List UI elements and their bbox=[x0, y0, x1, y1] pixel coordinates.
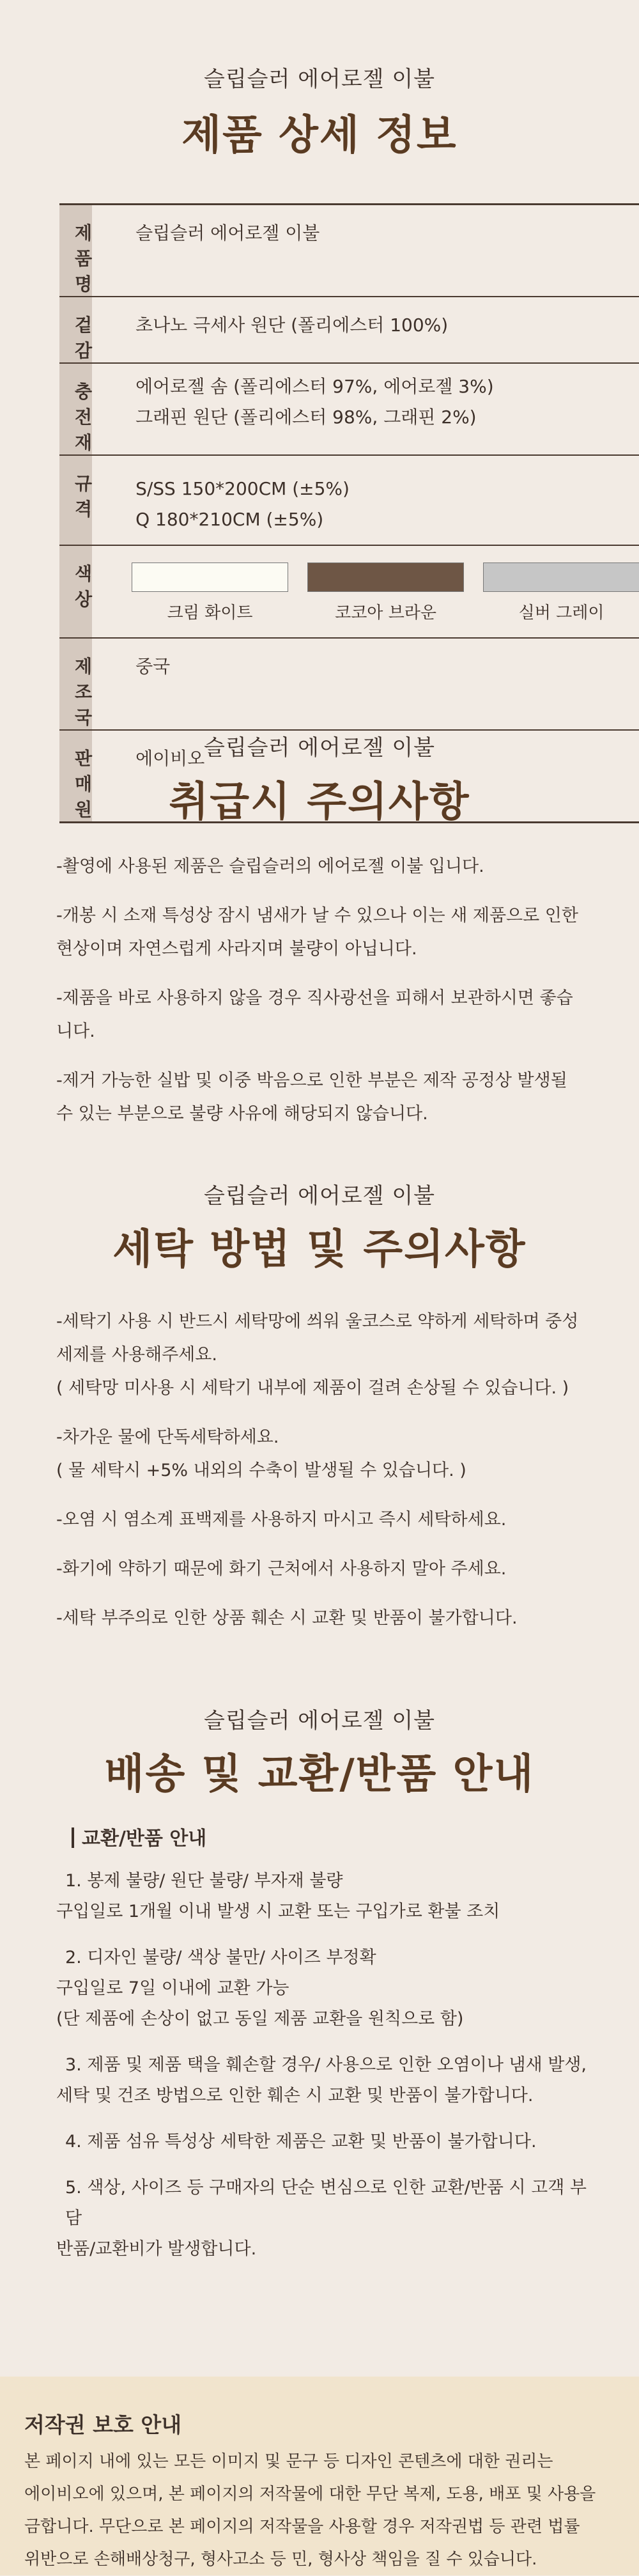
swatch-box bbox=[132, 563, 288, 592]
washing-notice-item: ( 물 세탁시 +5% 내외의 수축이 발생될 수 있습니다. ) bbox=[56, 1461, 466, 1480]
spec-title: 제품 상세 정보 bbox=[181, 112, 458, 159]
swatch-label: 코코아 브라운 bbox=[335, 603, 437, 623]
spec-value bbox=[92, 455, 639, 545]
spec-value-line: Q 180*210CM (±5%) bbox=[135, 509, 324, 530]
exchange-item-detail: 세탁 및 건조 방법으로 인한 훼손 시 교환 및 반품이 불가합니다. bbox=[56, 2086, 534, 2106]
color-swatch-silver-gray bbox=[483, 563, 639, 623]
washing-notice-list bbox=[56, 1305, 587, 1651]
exchange-item-title: 5. 색상, 사이즈 등 구매자의 단순 변심으로 인한 교환/반품 시 고객 부담 bbox=[65, 2178, 587, 2228]
spec-row-color bbox=[59, 545, 639, 638]
spec-row-origin bbox=[59, 638, 639, 730]
exchange-return-heading bbox=[56, 1824, 587, 1854]
spec-value: 중국 bbox=[135, 656, 171, 677]
copyright-title: 저작권 보호 안내 bbox=[24, 2412, 182, 2437]
washing-notice-item: -차가운 물에 단독세탁하세요. bbox=[56, 1427, 279, 1447]
heading-bar-marker bbox=[72, 1827, 74, 1848]
copyright-line: 본 페이지 내에 있는 모든 이미지 및 문구 등 디자인 콘텐츠에 대한 권리는 bbox=[24, 2452, 553, 2471]
copyright-line: 에이비오에 있으며, 본 페이지의 저작물에 대한 무단 복제, 도용, 배포 및 사용을 bbox=[24, 2485, 596, 2504]
copyright-text bbox=[24, 2446, 612, 2576]
washing-notice-item: -세탁 부주의로 인한 상품 훼손 시 교환 및 반품이 불가합니다. bbox=[56, 1608, 518, 1628]
spec-value bbox=[92, 363, 639, 455]
handling-notice-list bbox=[56, 850, 587, 1147]
exchange-item-title: 1. 봉제 불량/ 원단 불량/ 부자재 불량 bbox=[65, 1871, 343, 1891]
color-swatch-list bbox=[92, 545, 639, 638]
washing-notice-item: -화기에 약하기 때문에 화기 근처에서 사용하지 말아 주세요. bbox=[56, 1559, 507, 1579]
exchange-return-info bbox=[56, 1824, 587, 2265]
handling-subtitle: 슬립슬러 에어로젤 이불 bbox=[203, 735, 436, 761]
spec-row-name bbox=[59, 205, 639, 297]
swatch-box bbox=[307, 563, 464, 592]
spec-label: 규격 bbox=[59, 455, 92, 545]
handling-notice-item: -제품을 바로 사용하지 않을 경우 직사광선을 피해서 보관하시면 좋습니다. bbox=[56, 988, 573, 1041]
color-swatch-cocoa-brown bbox=[307, 563, 464, 623]
spec-label: 겉감 bbox=[59, 297, 92, 363]
exchange-item-detail: 반품/교환비가 발생합니다. bbox=[56, 2239, 257, 2259]
swatch-label: 크림 화이트 bbox=[167, 603, 253, 623]
spec-value-line: 에어로젤 솜 (폴리에스터 97%, 에어로젤 3%) bbox=[135, 376, 494, 397]
handling-notice-item: -개봉 시 소재 특성상 잠시 냄새가 날 수 있으나 이는 새 제품으로 인한 현상이며 자연스럽게 사라지며 불량이 아닙니다. bbox=[56, 906, 578, 959]
washing-notice-item: -오염 시 염소계 표백제를 사용하지 마시고 즉시 세탁하세요. bbox=[56, 1510, 507, 1530]
exchange-item-detail: 구입일로 1개월 이내 발생 시 교환 또는 구입가로 환불 조치 bbox=[56, 1902, 500, 1921]
exchange-item bbox=[56, 1943, 587, 2035]
copyright-line: 위반으로 손해배상청구, 형사고소 등 민, 형사상 책임을 질 수 있습니다. bbox=[24, 2550, 537, 2569]
swatch-label: 실버 그레이 bbox=[518, 603, 604, 623]
spec-value-line: 그래핀 원단 (폴리에스터 98%, 그래핀 2%) bbox=[135, 407, 477, 428]
handling-title: 취급시 주의사항 bbox=[169, 779, 470, 826]
copyright-line: 금합니다. 무단으로 본 페이지의 저작물을 사용할 경우 저작권법 등 관련 법률 bbox=[24, 2517, 580, 2536]
spec-row-size bbox=[59, 455, 639, 545]
exchange-item-detail: 구입일로 7일 이내에 교환 가능 bbox=[56, 1978, 289, 1998]
exchange-item bbox=[56, 2050, 587, 2111]
exchange-item bbox=[56, 1866, 587, 1927]
handling-notice-item: -제거 가능한 실밥 및 이중 박음으로 인한 부분은 제작 공정상 발생될 수 있는 부분으로 불량 사유에 해당되지 않습니다. bbox=[56, 1071, 567, 1124]
shipping-subtitle: 슬립슬러 에어로젤 이불 bbox=[203, 1708, 436, 1734]
copyright-notice bbox=[0, 2377, 639, 2575]
washing-notice-item: ( 세탁망 미사용 시 세탁기 내부에 제품이 걸려 손상될 수 있습니다. ) bbox=[56, 1378, 569, 1398]
washing-notice-item: -세탁기 사용 시 반드시 세탁망에 씌워 울코스로 약하게 세탁하며 중성세제를 사용해주세요. bbox=[56, 1312, 579, 1365]
washing-subtitle: 슬립슬러 에어로젤 이불 bbox=[203, 1183, 436, 1209]
color-swatch-cream-white bbox=[132, 563, 288, 623]
spec-value-line: S/SS 150*200CM (±5%) bbox=[135, 478, 350, 499]
spec-label: 색상 bbox=[59, 545, 92, 638]
spec-value: 에이비오 bbox=[135, 748, 205, 769]
exchange-item bbox=[56, 2173, 587, 2265]
spec-label: 판매원 bbox=[59, 730, 92, 823]
exchange-return-heading-text: 교환/반품 안내 bbox=[82, 1827, 207, 1850]
spec-row-filling bbox=[59, 363, 639, 455]
exchange-item-title: 3. 제품 및 제품 택을 훼손할 경우/ 사용으로 인한 오염이나 냄새 발생, bbox=[65, 2055, 587, 2075]
washing-title: 세탁 방법 및 주의사항 bbox=[112, 1226, 527, 1273]
exchange-item-detail: (단 제품에 손상이 없고 동일 제품 교환을 원칙으로 함) bbox=[56, 2009, 464, 2029]
handling-notice-item: -촬영에 사용된 제품은 슬립슬러의 에어로젤 이불 입니다. bbox=[56, 857, 484, 876]
spec-label: 제조국 bbox=[59, 638, 92, 730]
exchange-item-title: 4. 제품 섬유 특성상 세탁한 제품은 교환 및 반품이 불가합니다. bbox=[65, 2132, 537, 2152]
swatch-box bbox=[483, 563, 639, 592]
spec-subtitle: 슬립슬러 에어로젤 이불 bbox=[203, 66, 436, 92]
spec-value: 슬립슬러 에어로젤 이불 bbox=[135, 222, 320, 244]
spec-label: 충전재 bbox=[59, 363, 92, 455]
exchange-item-title: 2. 디자인 불량/ 색상 불만/ 사이즈 부정확 bbox=[65, 1948, 376, 1967]
shipping-title: 배송 및 교환/반품 안내 bbox=[104, 1751, 535, 1798]
exchange-item bbox=[56, 2127, 587, 2157]
spec-label: 제품명 bbox=[59, 205, 92, 297]
spec-row-outer bbox=[59, 297, 639, 363]
spec-value: 초나노 극세사 원단 (폴리에스터 100%) bbox=[135, 314, 449, 336]
